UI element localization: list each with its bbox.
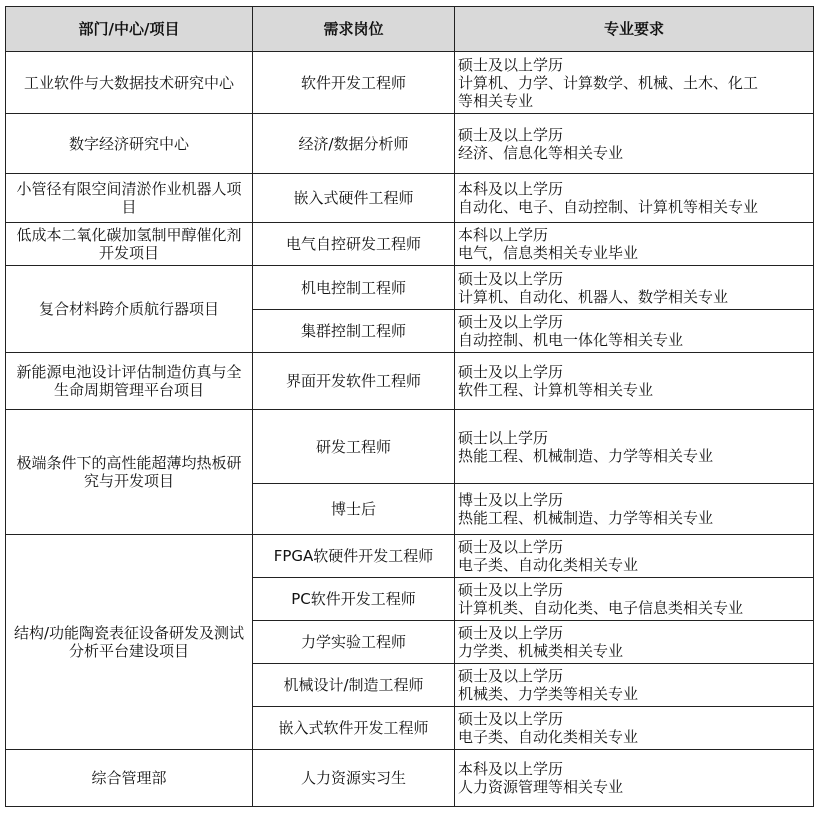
department-cell: 结构/功能陶瓷表征设备研发及测试分析平台建设项目 [6,535,253,750]
requirement-line: 硕士及以上学历 [458,624,564,642]
requirement-line: 电气，信息类相关专业毕业 [458,244,639,262]
requirement-line: 硕士及以上学历 [458,313,564,331]
requirement-line: 软件工程、计算机等相关专业 [458,381,654,399]
department-cell: 新能源电池设计评估制造仿真与全生命周期管理平台项目 [6,353,253,410]
table-row [6,410,814,484]
requirement-line: 硕士及以上学历 [458,363,564,381]
position-cell: 人力资源实习生 [253,750,455,807]
recruitment-table [5,6,814,807]
table-row [6,174,814,223]
position-cell: PC软件开发工程师 [253,578,455,621]
requirement-line: 经济、信息化等相关专业 [458,143,624,162]
requirements-cell [455,174,814,223]
requirements-cell [455,266,814,310]
requirement-line: 计算机、自动化、机器人、数学相关专业 [458,287,729,306]
department-cell: 低成本二氧化碳加氢制甲醇催化剂开发项目 [6,223,253,266]
requirement-line: 硕士及以上学历 [458,667,564,685]
position-cell: 力学实验工程师 [253,621,455,664]
requirement-line: 硕士及以上学历 [458,125,564,144]
header-row [6,7,814,52]
requirement-line: 机械类、力学类等相关专业 [458,685,639,703]
position-cell: 经济/数据分析师 [253,114,455,174]
table-row [6,223,814,266]
table-row [6,52,814,114]
position-cell: FPGA软硬件开发工程师 [253,535,455,578]
requirements-cell [455,621,814,664]
position-cell: 软件开发工程师 [253,52,455,114]
table-row [6,114,814,174]
position-cell: 电气自控研发工程师 [253,223,455,266]
requirements-cell [455,484,814,535]
requirements-cell [455,750,814,807]
requirement-line: 博士及以上学历 [458,491,564,509]
table-row [6,353,814,410]
requirements-cell [455,353,814,410]
requirement-line: 硕士及以上学历 [458,710,564,728]
requirement-line: 等相关专业 [458,91,534,110]
requirement-line: 自动控制、机电一体化等相关专业 [458,331,684,349]
table-body [6,52,814,807]
position-cell: 博士后 [253,484,455,535]
position-cell: 机械设计/制造工程师 [253,664,455,707]
requirements-cell [455,52,814,114]
requirements-cell [455,664,814,707]
department-cell: 综合管理部 [6,750,253,807]
requirement-line: 硕士及以上学历 [458,269,564,288]
requirement-line: 电子类、自动化类相关专业 [458,728,639,746]
header-department: 部门/中心/项目 [6,7,253,52]
requirement-line: 本科以上学历 [458,226,549,244]
requirements-cell [455,223,814,266]
department-cell: 数字经济研究中心 [6,114,253,174]
requirement-line: 自动化、电子、自动控制、计算机等相关专业 [458,198,759,216]
requirement-line: 硕士及以上学历 [458,581,564,599]
requirements-cell [455,578,814,621]
position-cell: 研发工程师 [253,410,455,484]
requirement-line: 硕士及以上学历 [458,538,564,556]
requirement-line: 计算机类、自动化类、电子信息类相关专业 [458,599,744,617]
requirement-line: 力学类、机械类相关专业 [458,642,624,660]
table-row [6,266,814,310]
requirement-line: 计算机、力学、计算数学、机械、土木、化工 [458,73,759,92]
requirement-line: 人力资源管理等相关专业 [458,778,624,796]
requirement-line: 本科及以上学历 [458,180,564,198]
position-cell: 集群控制工程师 [253,310,455,353]
header-position: 需求岗位 [253,7,455,52]
requirements-cell [455,410,814,484]
requirements-cell [455,310,814,353]
requirement-line: 硕士及以上学历 [458,55,564,74]
requirements-cell [455,114,814,174]
requirement-line: 热能工程、机械制造、力学等相关专业 [458,509,714,527]
department-cell: 复合材料跨介质航行器项目 [6,266,253,353]
requirement-line: 硕士以上学历 [458,428,549,447]
table-row [6,535,814,578]
position-cell: 机电控制工程师 [253,266,455,310]
position-cell: 界面开发软件工程师 [253,353,455,410]
requirements-cell [455,707,814,750]
department-cell: 小管径有限空间清淤作业机器人项目 [6,174,253,223]
requirements-cell [455,535,814,578]
position-cell: 嵌入式硬件工程师 [253,174,455,223]
requirement-line: 电子类、自动化类相关专业 [458,556,639,574]
table-row [6,750,814,807]
position-cell: 嵌入式软件开发工程师 [253,707,455,750]
recruitment-table-wrapper [5,6,814,807]
requirement-line: 本科及以上学历 [458,760,564,778]
department-cell: 极端条件下的高性能超薄均热板研究与开发项目 [6,410,253,535]
header-requirements: 专业要求 [455,7,814,52]
department-cell: 工业软件与大数据技术研究中心 [6,52,253,114]
requirement-line: 热能工程、机械制造、力学等相关专业 [458,446,714,465]
